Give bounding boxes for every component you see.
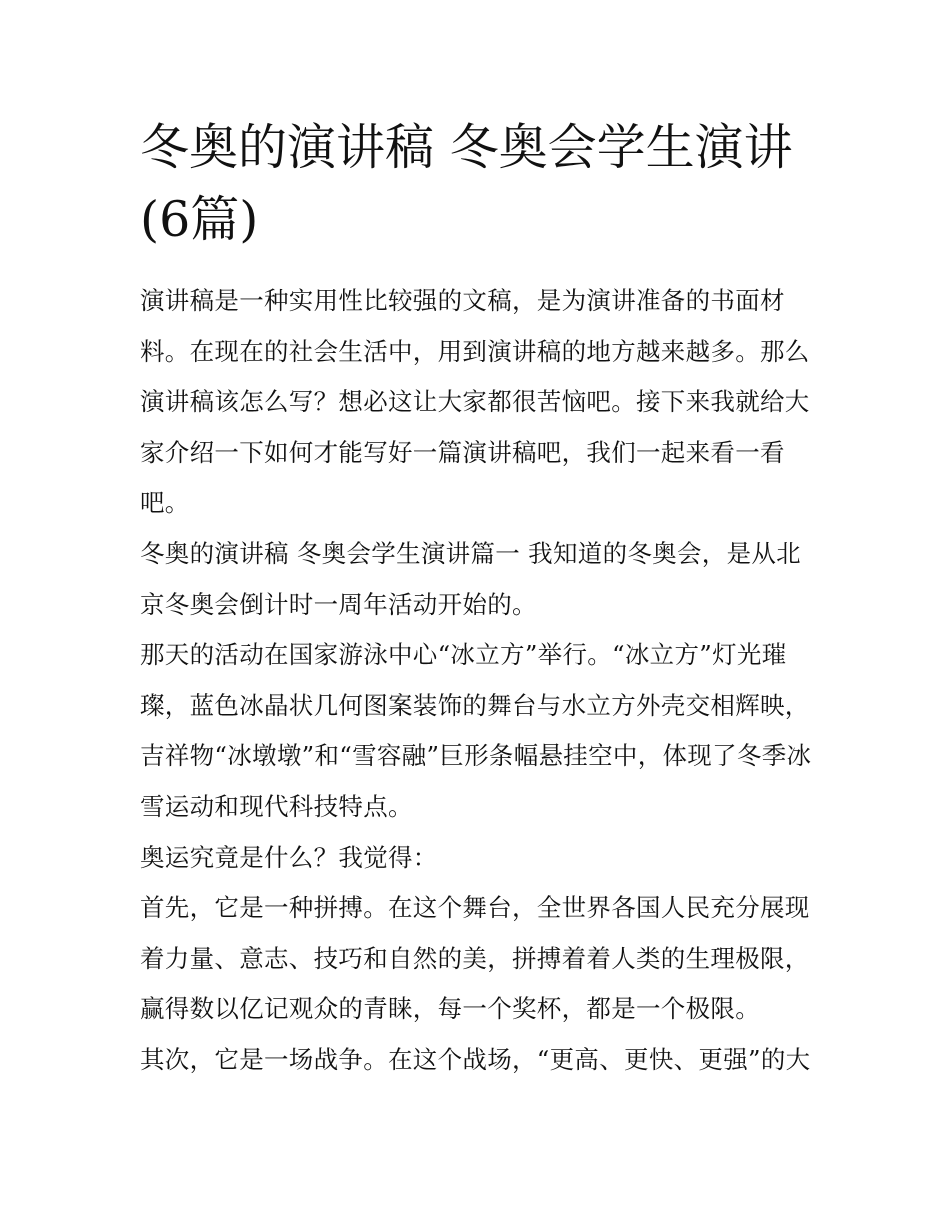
document-page: [140, 112, 820, 1086]
paragraph-ice-cube-event: 那天的活动在国家游泳中心“冰立方”举行。“冰立方”灯光璀璨，蓝色冰晶状几何图案装饰的舞台与水立方外壳交相辉映，吉祥物“冰墩墩”和“雪容融”巨形条幅悬挂空中，体现了冬季冰雪运动和现代科技特点。: [140, 640, 812, 821]
paragraph-question: 奥运究竟是什么？我觉得：: [140, 842, 438, 872]
paragraph-intro: 演讲稿是一种实用性比较强的文稿，是为演讲准备的书面材料。在现在的社会生活中，用到演讲稿的地方越来越多。那么演讲稿该怎么写？想必这让大家都很苦恼吧。接下来我就给大家介绍一下如何才能写好一篇演讲稿吧，我们一起来看一看吧。: [140, 286, 810, 518]
document-body: [140, 276, 820, 1086]
paragraph-first-point: 首先，它是一种拼搏。在这个舞台，全世界各国人民充分展现着力量、意志、技巧和自然的美，拼搏着着人类的生理极限，赢得数以亿记观众的青睐，每一个奖杯，都是一个极限。: [140, 893, 810, 1024]
paragraph-section-one-start: 冬奥的演讲稿 冬奥会学生演讲篇一 我知道的冬奥会，是从北京冬奥会倒计时一周年活动开始的。: [140, 538, 801, 619]
paragraph-second-point: 其次，它是一场战争。在这个战场，“更高、更快、更强”的大: [140, 1044, 811, 1074]
document-title: 冬奥的演讲稿 冬奥会学生演讲(6篇): [140, 119, 793, 248]
